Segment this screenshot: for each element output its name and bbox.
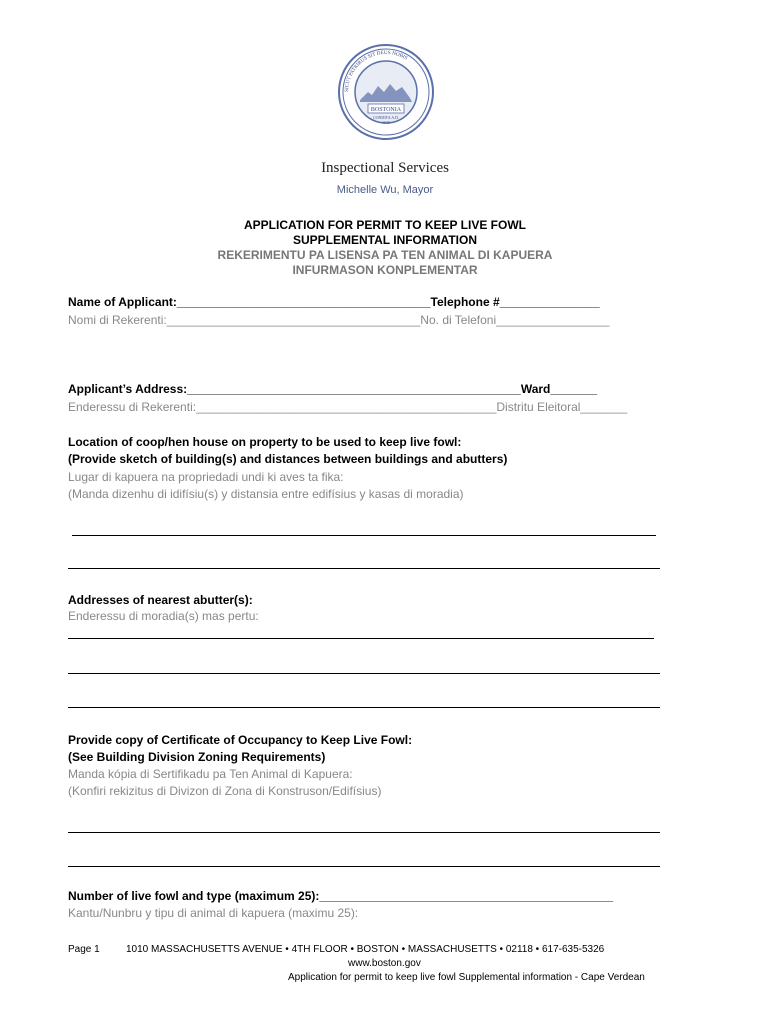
footer-address: 1010 MASSACHUSETTS AVENUE • 4TH FLOOR • BOSTON • MASSACHUSETTS • 02118 • 617-635-5326 <box>126 944 605 955</box>
location-label-1: Location of coop/hen house on property to be used to keep live fowl: <box>68 435 462 449</box>
title-cv-line1: REKERIMENTU PA LISENSA PA TEN ANIMAL DI KAPUERA <box>217 248 553 262</box>
location-answer-line-1[interactable] <box>72 535 656 536</box>
certificate-label-2: (See Building Division Zoning Requirements) <box>68 750 326 764</box>
abutters-answer-line-1[interactable] <box>68 638 654 639</box>
boston-city-seal <box>338 42 434 142</box>
footer-doc-title: Application for permit to keep live fowl Supplemental information - Cape Verdean <box>288 972 645 983</box>
abutters-label-cv: Enderessu di moradia(s) mas pertu: <box>68 609 259 623</box>
certificate-label-1: Provide copy of Certificate of Occupancy to Keep Live Fowl: <box>68 733 413 747</box>
location-label-2: (Provide sketch of building(s) and distances between buildings and abutters) <box>68 452 508 466</box>
seal-city: BOSTONIA <box>370 107 402 113</box>
applicant-name-field[interactable]: Name of Applicant:______________________________________Telephone #_______________ <box>68 295 600 309</box>
abutters-label: Addresses of nearest abutter(s): <box>68 593 253 607</box>
title-en-line1: APPLICATION FOR PERMIT TO KEEP LIVE FOWL <box>243 218 526 232</box>
applicant-name-field-cv: Nomi di Rekerenti:______________________________________No. di Telefoni_________________ <box>68 313 610 327</box>
certificate-answer-line-1[interactable] <box>68 832 660 833</box>
title-en-line2: SUPPLEMENTAL INFORMATION <box>293 233 477 247</box>
fowl-number-field-cv: Kantu/Nunbru y tipu di animal di kapuera (maximu 25): <box>68 906 359 920</box>
certificate-answer-line-2[interactable] <box>68 866 660 867</box>
fowl-number-field[interactable]: Number of live fowl and type (maximum 25):____________________________________________ <box>68 889 614 903</box>
location-answer-line-2[interactable] <box>68 568 660 569</box>
mayor-name: Michelle Wu, Mayor <box>336 184 434 196</box>
department-name: Inspectional Services <box>321 160 449 176</box>
page-number: Page 1 <box>68 944 100 955</box>
footer-website: www.boston.gov <box>348 958 421 969</box>
location-label-cv-1: Lugar di kapuera na propriedadi undi ki aves ta fika: <box>68 470 344 484</box>
title-cv-line2: INFURMASON KONPLEMENTAR <box>292 263 478 277</box>
seal-ring-text: SICUT PATRIBUS SIT DEUS NOBIS <box>343 49 409 93</box>
certificate-label-cv-2: (Konfiri rekizitus di Divizon di Zona di Konstruson/Edifísius) <box>68 784 382 798</box>
applicant-address-field-cv: Enderessu di Rekerenti:_____________________________________________Distritu Eleitoral_______ <box>68 400 628 414</box>
abutters-answer-line-3[interactable] <box>68 707 660 708</box>
location-label-cv-2: (Manda dizenhu di idifísiu(s) y distansia entre edifísius y kasas di moradia) <box>68 487 464 501</box>
seal-motto: CONDITA A.D. <box>372 115 400 120</box>
applicant-address-field[interactable]: Applicant’s Address:__________________________________________________Ward_______ <box>68 382 598 396</box>
certificate-label-cv-1: Manda kópia di Sertifikadu pa Ten Animal di Kapuera: <box>68 767 353 781</box>
seal-year: 1630 <box>382 120 390 125</box>
abutters-answer-line-2[interactable] <box>68 673 660 674</box>
